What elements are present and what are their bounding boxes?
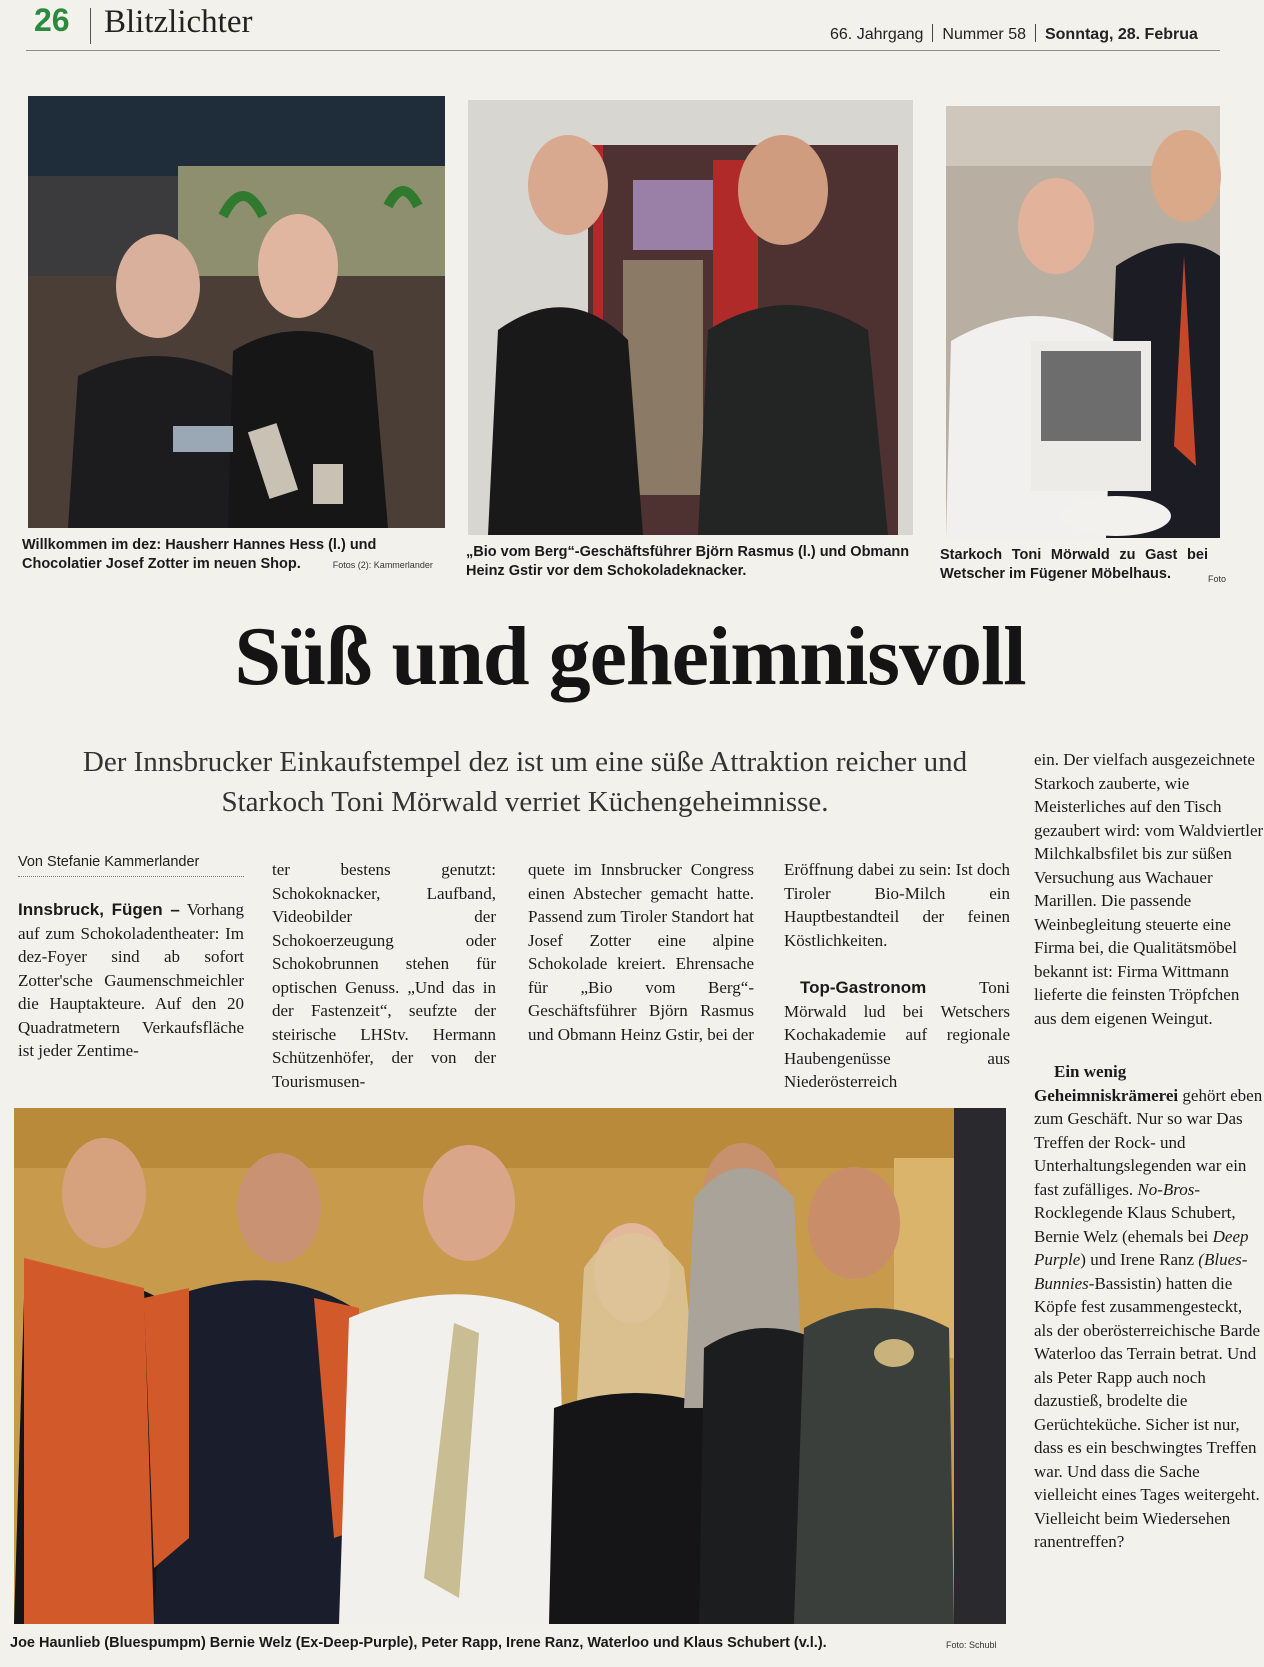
issue-date: Sonntag, 28. Februa (1044, 26, 1198, 43)
volume: 66. Jahrgang (830, 26, 924, 43)
photo-moerwald-wetscher (946, 106, 1220, 538)
header-rule (26, 50, 1220, 51)
column-5-text-c: ) und Irene Ranz (1080, 1250, 1195, 1269)
issue-separator (932, 24, 933, 42)
column-3-text: quete im Innsbrucker Congress einen Abstecher gemacht hatte. Passend zum Tiroler Standort hat Josef Zotter eine alpine Schokolade kreiert. Ehrensache für „Bio vom Berg“-Geschäftsführer Björn Rasmus und Obmann Heinz Gstir, bei der (528, 860, 754, 1044)
band-name-blues-bunnies: (Blues-Bunnies (1034, 1250, 1248, 1293)
column-4-para-1: Eröffnung dabei zu sein: Ist doch Tiroler Bio-Milch ein Hauptbestandteil der feinen Köstlichkeiten. (784, 860, 1010, 950)
photo3-caption-text: Starkoch Toni Mörwald zu Gast bei Wetscher im Fügener Möbelhaus. (940, 547, 1208, 582)
column-1-text: Vorhang auf zum Schokoladentheater: Im dez-Foyer sind ab sofort Zotter'sche Gaumenschmeichler die Hauptakteure. Auf den 20 Quadratmetern Verkaufsfläche ist jeder Zentime- (18, 900, 245, 1060)
column-2 (272, 858, 496, 1093)
photo3-caption (940, 546, 1230, 584)
photo-bio-vom-berg (468, 100, 913, 535)
byline-rule (18, 876, 244, 877)
column-5-subhead: Ein wenig Geheimniskrämerei (1034, 1062, 1179, 1105)
column-4-para-2 (784, 976, 1010, 1094)
page-number: 26 (34, 2, 70, 38)
column-5-para-1: ein. Der vielfach ausgezeichnete Starkoch zauberte, wie Meisterliches auf den Tisch gezaubert wird: vom Waldviertler Milchkalbsfilet bis zur süßen Versuchung aus Wachauer Marillen. Die passende Weinbegleitung steuerte eine Firma bei, die Qualitätsmöbel bekannt ist: Firma Wittmann lieferte die feinsten Tröpfchen aus dem eigenen Weingut. (1034, 750, 1264, 1028)
column-5-para-2 (1034, 1060, 1264, 1554)
photo-dez-shop (28, 96, 445, 528)
column-4-subhead: Top-Gastronom (800, 978, 927, 997)
column-3 (528, 858, 754, 1046)
issue-separator (1035, 24, 1036, 42)
column-1 (18, 898, 244, 1063)
photo2-caption: „Bio vom Berg“-Geschäftsführer Björn Rasmus (l.) und Obmann Heinz Gstir vor dem Schokoladeknacker. (466, 544, 910, 579)
band-name-deep-purple: Deep Purple (1034, 1226, 1249, 1269)
band-name-no-bros: No-Bros (1137, 1179, 1195, 1199)
photo1-caption (22, 536, 442, 575)
column-5 (1034, 748, 1264, 1667)
photo3-credit: Foto (1208, 574, 1227, 584)
column-4-para-2-text: Toni Mörwald lud bei Wetschers Kochakademie auf regionale Haubengenüsse aus Niederösterreich (784, 978, 1010, 1091)
column-5-text-d: -Bassistin) hatten die Köpfe fest zusammengesteckt, als der oberösterreichische Barde Waterloo das Terrain betrat. Und als Peter Rapp auch noch dazustieß, brodelte die Gerüchteküche. Sicher ist nur, dass es ein beschwingtes Treffen war. Und dass die Sache vielleicht eines Tages weitergeht. Vielleicht beim Wiedersehen ranentreffen? (1034, 1273, 1261, 1551)
byline: Von Stefanie Kammerlander (18, 854, 200, 870)
photo1-caption-text: Willkommen im dez: Hausherr Hannes Hess (l.) und Chocolatier Josef Zotter im neuen Shop. (22, 537, 377, 572)
issue-number: Nummer 58 (942, 26, 1026, 43)
deck: Der Innsbrucker Einkaufstempel dez ist um eine süße Attraktion reicher und Starkoch Toni Mörwald verriet Küchengeheimnisse. (82, 746, 968, 818)
group-photo-credit: Foto: Schubl (946, 1640, 997, 1650)
header-separator (90, 8, 91, 44)
section-title: Blitzlichter (104, 4, 253, 40)
column-2-text: ter bestens genutzt: Schokoknacker, Laufband, Videobilder der Schokoerzeugung oder Schokobrunnen stehen für optischen Genuss. „Und das in der Fastenzeit“, seufzte der steirische LHStv. Hermann Schützenhöfer, der von der Tourismusen- (272, 860, 496, 1091)
photo1-credit: Fotos (2): Kammerlander (332, 560, 433, 570)
group-photo-caption: Joe Haunlieb (Bluespumpm) Bernie Welz (Ex-Deep-Purple), Peter Rapp, Irene Ranz, Waterloo und Klaus Schubert (v.l.). (10, 1635, 827, 1651)
headline: Süß und geheimnisvoll (234, 610, 1026, 703)
column-4 (784, 858, 1010, 1094)
photo-group (14, 1108, 1006, 1624)
column-5-text-a: gehört eben zum Geschäft. Nur so war Das Treffen der Rock- und Unterhaltungslegenden war ein fast zufälliges. (1034, 1085, 1263, 1199)
issue-info (830, 24, 1198, 44)
column-5-text-b: -Rocklegende Klaus Schubert, Bernie Welz (ehemals bei (1034, 1179, 1236, 1246)
dateline: Innsbruck, Fügen – (18, 900, 180, 919)
